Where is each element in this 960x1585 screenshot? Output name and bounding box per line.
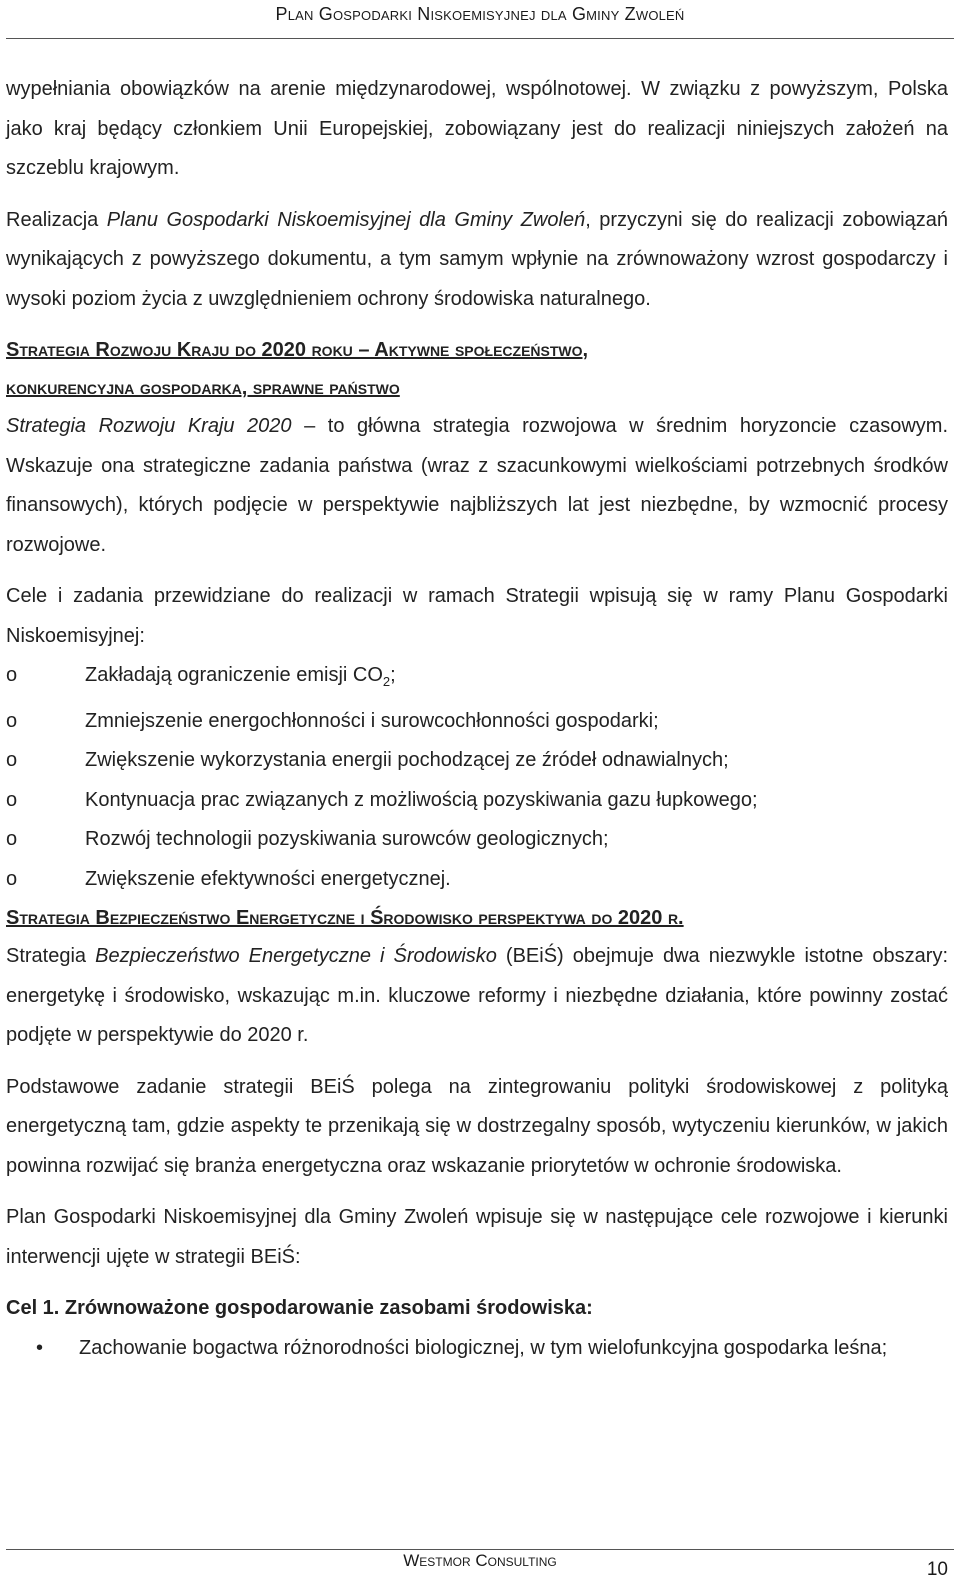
section2-paragraph-3: Plan Gospodarki Niskoemisyjnej dla Gminy Zwoleń wpisuje się w następujące cele rozwojowe i kierunki interwencji ujęte w strategii BEiŚ: <box>6 1206 948 1268</box>
goals-list <box>6 656 948 899</box>
footer-company: Westmor Consulting <box>403 1551 557 1570</box>
text-run: (BEiŚ) obejmuje dwa niezwykle istotne obszary: energetykę i środowisko, wskazując m.in. kluczowe reformy i niezbędne działania, które powinny zostać podjęte w perspektywie do 2020 r. <box>6 945 949 1046</box>
section1-paragraph-1 <box>6 407 948 565</box>
bullet-dot-icon: • <box>36 1336 44 1359</box>
goal-measures-list <box>6 1329 948 1369</box>
text-run: – to główna strategia rozwojowa w średnim horyzoncie czasowym. Wskazuje ona strategiczne zadania państwa (wraz z szacunkowymi wielkościami potrzebnych środków finansowych), których podjęcie w perspektywie najbliższych lat jest niezbędne, by wzmocnić procesy rozwojowe. <box>6 415 948 556</box>
list-item <box>6 860 948 900</box>
intro-paragraph-2 <box>6 201 948 320</box>
section-heading-strategia-rozwoju <box>6 331 948 407</box>
subscript: 2 <box>382 674 391 689</box>
list-item <box>6 781 948 821</box>
text-run: , przyczyni się do realizacji zobowiązań wynikających z powyższego dokumentu, a tym samym wpłynie na zrównoważony wzrost gospodarczy i wysoki poziom życia z uwzględnieniem ochrony środowiska naturalnego. <box>6 208 948 310</box>
header-divider <box>6 38 954 39</box>
circle-bullet-icon: o <box>6 749 18 771</box>
section2-paragraph-1 <box>6 937 948 1056</box>
circle-bullet-icon: o <box>6 788 18 811</box>
list-item <box>6 741 948 781</box>
circle-bullet-icon: o <box>6 867 18 890</box>
circle-bullet-icon: o <box>6 828 18 850</box>
list-item-text: Kontynuacja prac związanych z możliwością pozyskiwania gazu łupkowego; <box>85 788 758 811</box>
circle-bullet-icon: o <box>6 709 18 732</box>
strategy-name-emphasis: Strategia Rozwoju Kraju 2020 <box>6 415 292 437</box>
list-item-text: Zmniejszenie energochłonności i surowcochłonności gospodarki; <box>85 709 659 732</box>
text-run: Realizacja <box>6 208 107 231</box>
goal-heading: Cel 1. Zrównoważone gospodarowanie zasobami środowiska: <box>6 1297 593 1319</box>
section2-paragraph-2: Podstawowe zadanie strategii BEiŚ polega na zintegrowaniu polityki środowiskowej z polityką energetyczną tam, gdzie aspekty te przenikają się w dostrzegalny sposób, wytyczeniu kierunków, w jakich powinna rozwijać się branża energetyczna oraz wskazanie priorytetów w ochronie środowiska. <box>6 1075 948 1177</box>
page-number: 10 <box>926 1559 948 1580</box>
text-run: ; <box>390 664 396 686</box>
text-run: Zakładają ograniczenie emisji CO <box>85 664 383 686</box>
heading-line: Strategia Rozwoju Kraju do 2020 roku – Aktywne społeczeństwo, <box>6 339 589 361</box>
plan-title-emphasis: Planu Gospodarki Niskoemisyjnej dla Gminy Zwoleń <box>106 208 586 231</box>
list-item <box>6 702 948 742</box>
document-body <box>6 70 948 1368</box>
strategy-name-emphasis: Bezpieczeństwo Energetyczne i Środowisko <box>95 945 497 967</box>
list-item-text: Zachowanie bogactwa różnorodności biologicznej, w tym wielofunkcyjna gospodarka leśna; <box>79 1336 888 1359</box>
list-item-text: Zwiększenie efektywności energetycznej. <box>85 867 451 890</box>
circle-bullet-icon: o <box>6 664 18 686</box>
list-item-text: Rozwój technologii pozyskiwania surowców geologicznych; <box>85 828 609 850</box>
text-run: Strategia <box>6 945 96 967</box>
heading-line: konkurencyjna gospodarka, sprawne państwo <box>6 377 400 399</box>
footer-divider <box>6 1549 954 1550</box>
list-item <box>6 656 948 702</box>
list-item <box>6 820 948 860</box>
intro-paragraph-1: wypełniania obowiązków na arenie międzynarodowej, wspólnotowej. W związku z powyższym, Polska jako kraj będący członkiem Unii Europejskiej, zobowiązany jest do realizacji niniejszych założeń na szczeblu krajowym. <box>6 78 948 179</box>
page-header: Plan Gospodarki Niskoemisyjnej dla Gminy Zwoleń <box>275 4 685 24</box>
list-item-text: Zwiększenie wykorzystania energii pochodzącej ze źródeł odnawialnych; <box>85 749 729 771</box>
section1-paragraph-2: Cele i zadania przewidziane do realizacji w ramach Strategii wpisują się w ramy Planu Gospodarki Niskoemisyjnej: <box>6 585 948 647</box>
list-item <box>6 1329 948 1369</box>
section-heading-beis: Strategia Bezpieczeństwo Energetyczne i Środowisko perspektywa do 2020 r. <box>6 907 684 929</box>
